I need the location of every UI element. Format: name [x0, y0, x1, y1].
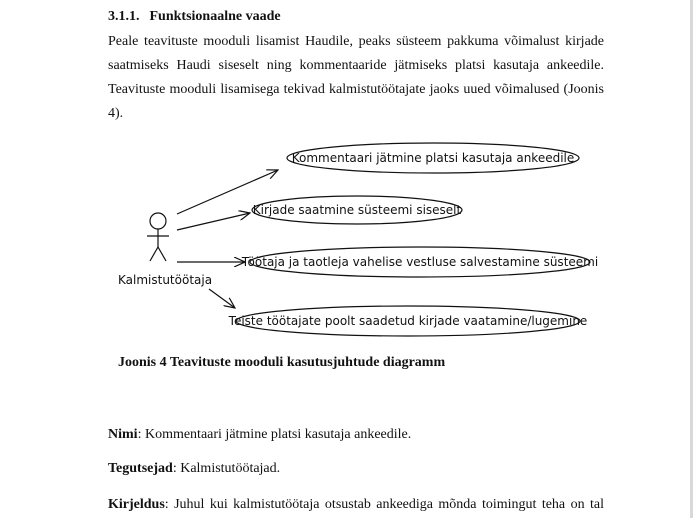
use-case-4-label: Teiste töötajate poolt saadetud kirjade vaatamine/lugemine — [228, 314, 588, 328]
actor-figure — [147, 213, 169, 261]
intro-line-4: 4). — [108, 106, 124, 121]
arrow-to-use-case-2 — [177, 213, 250, 230]
arrow-to-use-case-4 — [209, 289, 235, 308]
section-title: Funktsionaalne vaade — [149, 9, 281, 24]
section-number: 3.1.1. — [108, 9, 140, 24]
actor-left-leg — [150, 247, 158, 261]
field-name-label: Nimi — [108, 427, 138, 442]
field-actors — [108, 461, 280, 477]
intro-line-2: saatmiseks Haudi siseselt ning kommentaaride jätmiseks platsi kasutaja ankeedile. — [108, 58, 604, 73]
field-description-label: Kirjeldus — [108, 497, 165, 512]
field-name — [108, 427, 411, 443]
field-description — [108, 497, 604, 513]
use-case-2-label: Kirjade saatmine süsteemi siseselt — [252, 203, 462, 217]
field-actors-value: : Kalmistutöötajad. — [172, 461, 281, 476]
field-name-value: : Kommentaari jätmine platsi kasutaja ankeedile. — [137, 427, 412, 442]
intro-line-1: Peale teavituste mooduli lisamist Haudile, peaks süsteem pakkuma võimalust kirjade — [108, 34, 604, 49]
actor-label: Kalmistutöötaja — [118, 273, 213, 287]
use-case-1-label: Kommentaari jätmine platsi kasutaja ankeedile — [291, 151, 575, 165]
field-actors-label: Tegutsejad — [108, 461, 173, 476]
actor-right-leg — [158, 247, 166, 261]
use-case-3-label: Töötaja ja taotleja vahelise vestluse salvestamine süsteemi — [241, 255, 599, 269]
actor-head — [150, 213, 166, 229]
figure-caption: Joonis 4 Teavituste mooduli kasutusjuhtude diagramm — [118, 355, 446, 370]
field-description-value: : Juhul kui kalmistutöötaja otsustab ankeediga mõnda toimingut teha on tal — [164, 497, 604, 512]
intro-line-3: Teavituste mooduli lisamisega tekivad kalmistutöötajate jaoks uued võimalused (Joonis — [108, 82, 604, 97]
